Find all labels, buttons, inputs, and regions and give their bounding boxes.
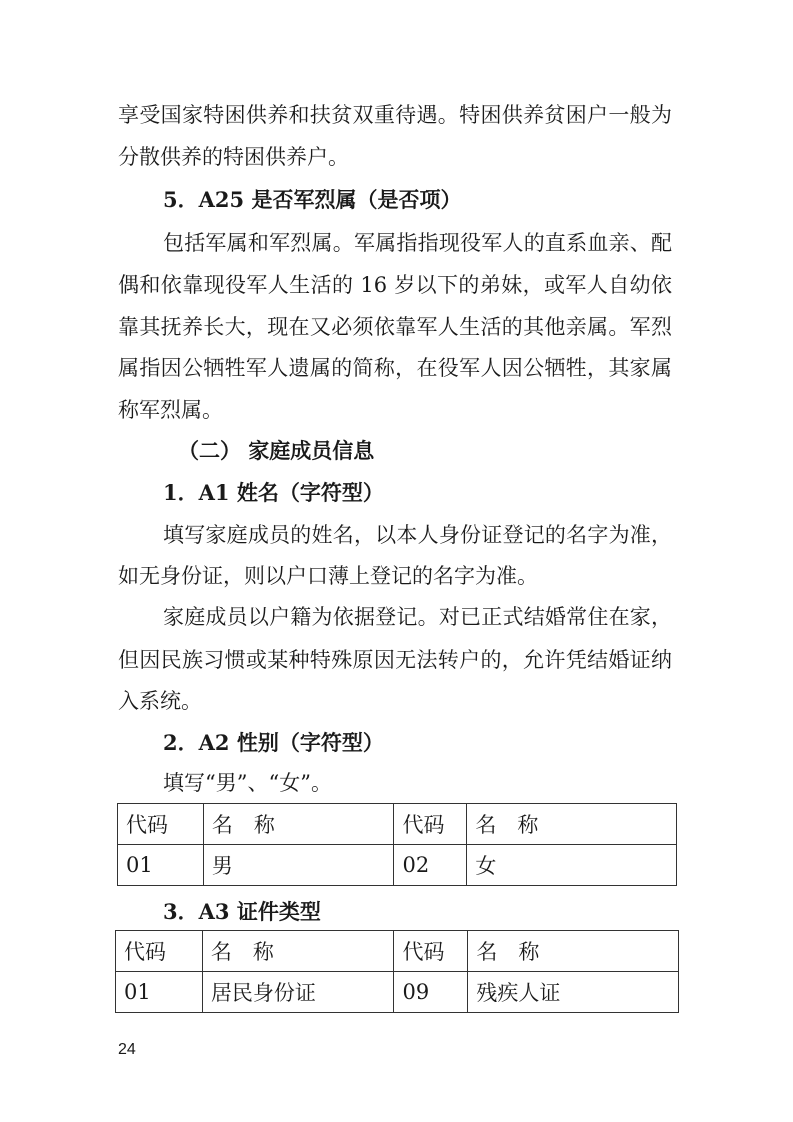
text-line: 入系统。 — [118, 689, 202, 713]
section-a2-intro: 填写“男”、“女”。 — [163, 771, 332, 795]
text-line: 填写家庭成员的姓名，以本人身份证登记的名字为准， — [163, 523, 672, 547]
section-family-heading: （二） 家庭成员信息 — [178, 438, 375, 463]
text-line: 称军烈属。 — [118, 398, 223, 422]
gender-code-table — [117, 803, 677, 886]
text-line: 如无身份证，则以户口薄上登记的名字为准。 — [118, 564, 538, 588]
text-line: 包括军属和军烈属。军属指指现役军人的直系血亲、配 — [163, 231, 672, 255]
page-number: 24 — [118, 1041, 136, 1058]
header-cell: 名 称 — [203, 804, 394, 845]
section-a25-heading: 5．A25 是否军烈属（是否项） — [163, 187, 462, 212]
text-line: 享受国家特困供养和扶贫双重待遇。特困供养贫困户一般为 — [118, 103, 672, 127]
header-cell: 名 称 — [467, 804, 677, 845]
text-line: 分散供养的特困供养户。 — [118, 145, 349, 169]
table-header-row — [116, 931, 679, 972]
section-a2-heading: 2．A2 性别（字符型） — [163, 730, 384, 755]
header-cell: 代码 — [394, 804, 467, 845]
header-cell: 名 称 — [202, 931, 394, 972]
table-row — [116, 972, 679, 1013]
header-cell: 代码 — [118, 804, 204, 845]
section-a3-heading: 3．A3 证件类型 — [163, 899, 321, 924]
table-cell: 02 — [394, 845, 467, 886]
text-line: 但因民族习惯或某种特殊原因无法转户的，允许凭结婚证纳 — [118, 648, 672, 672]
table-cell: 01 — [118, 845, 204, 886]
section-a1-heading: 1．A1 姓名（字符型） — [163, 480, 384, 505]
header-cell: 名 称 — [468, 931, 679, 972]
text-line: 属指因公牺牲军人遗属的简称，在役军人因公牺牲，其家属 — [118, 356, 672, 380]
table-cell: 女 — [467, 845, 677, 886]
table-cell: 男 — [203, 845, 394, 886]
table-row — [118, 845, 677, 886]
text-line: 偶和依靠现役军人生活的 16 岁以下的弟妹，或军人自幼依 — [118, 273, 672, 297]
text-line: 靠其抚养长大，现在又必须依靠军人生活的其他亲属。军烈 — [118, 315, 672, 339]
text-line: 家庭成员以户籍为依据登记。对已正式结婚常住在家， — [163, 605, 672, 629]
table-cell: 居民身份证 — [202, 972, 394, 1013]
header-cell: 代码 — [116, 931, 203, 972]
table-header-row — [118, 804, 677, 845]
header-cell: 代码 — [394, 931, 468, 972]
table-cell: 09 — [394, 972, 468, 1013]
table-cell: 残疾人证 — [468, 972, 679, 1013]
table-cell: 01 — [116, 972, 203, 1013]
id-type-code-table — [115, 930, 679, 1013]
